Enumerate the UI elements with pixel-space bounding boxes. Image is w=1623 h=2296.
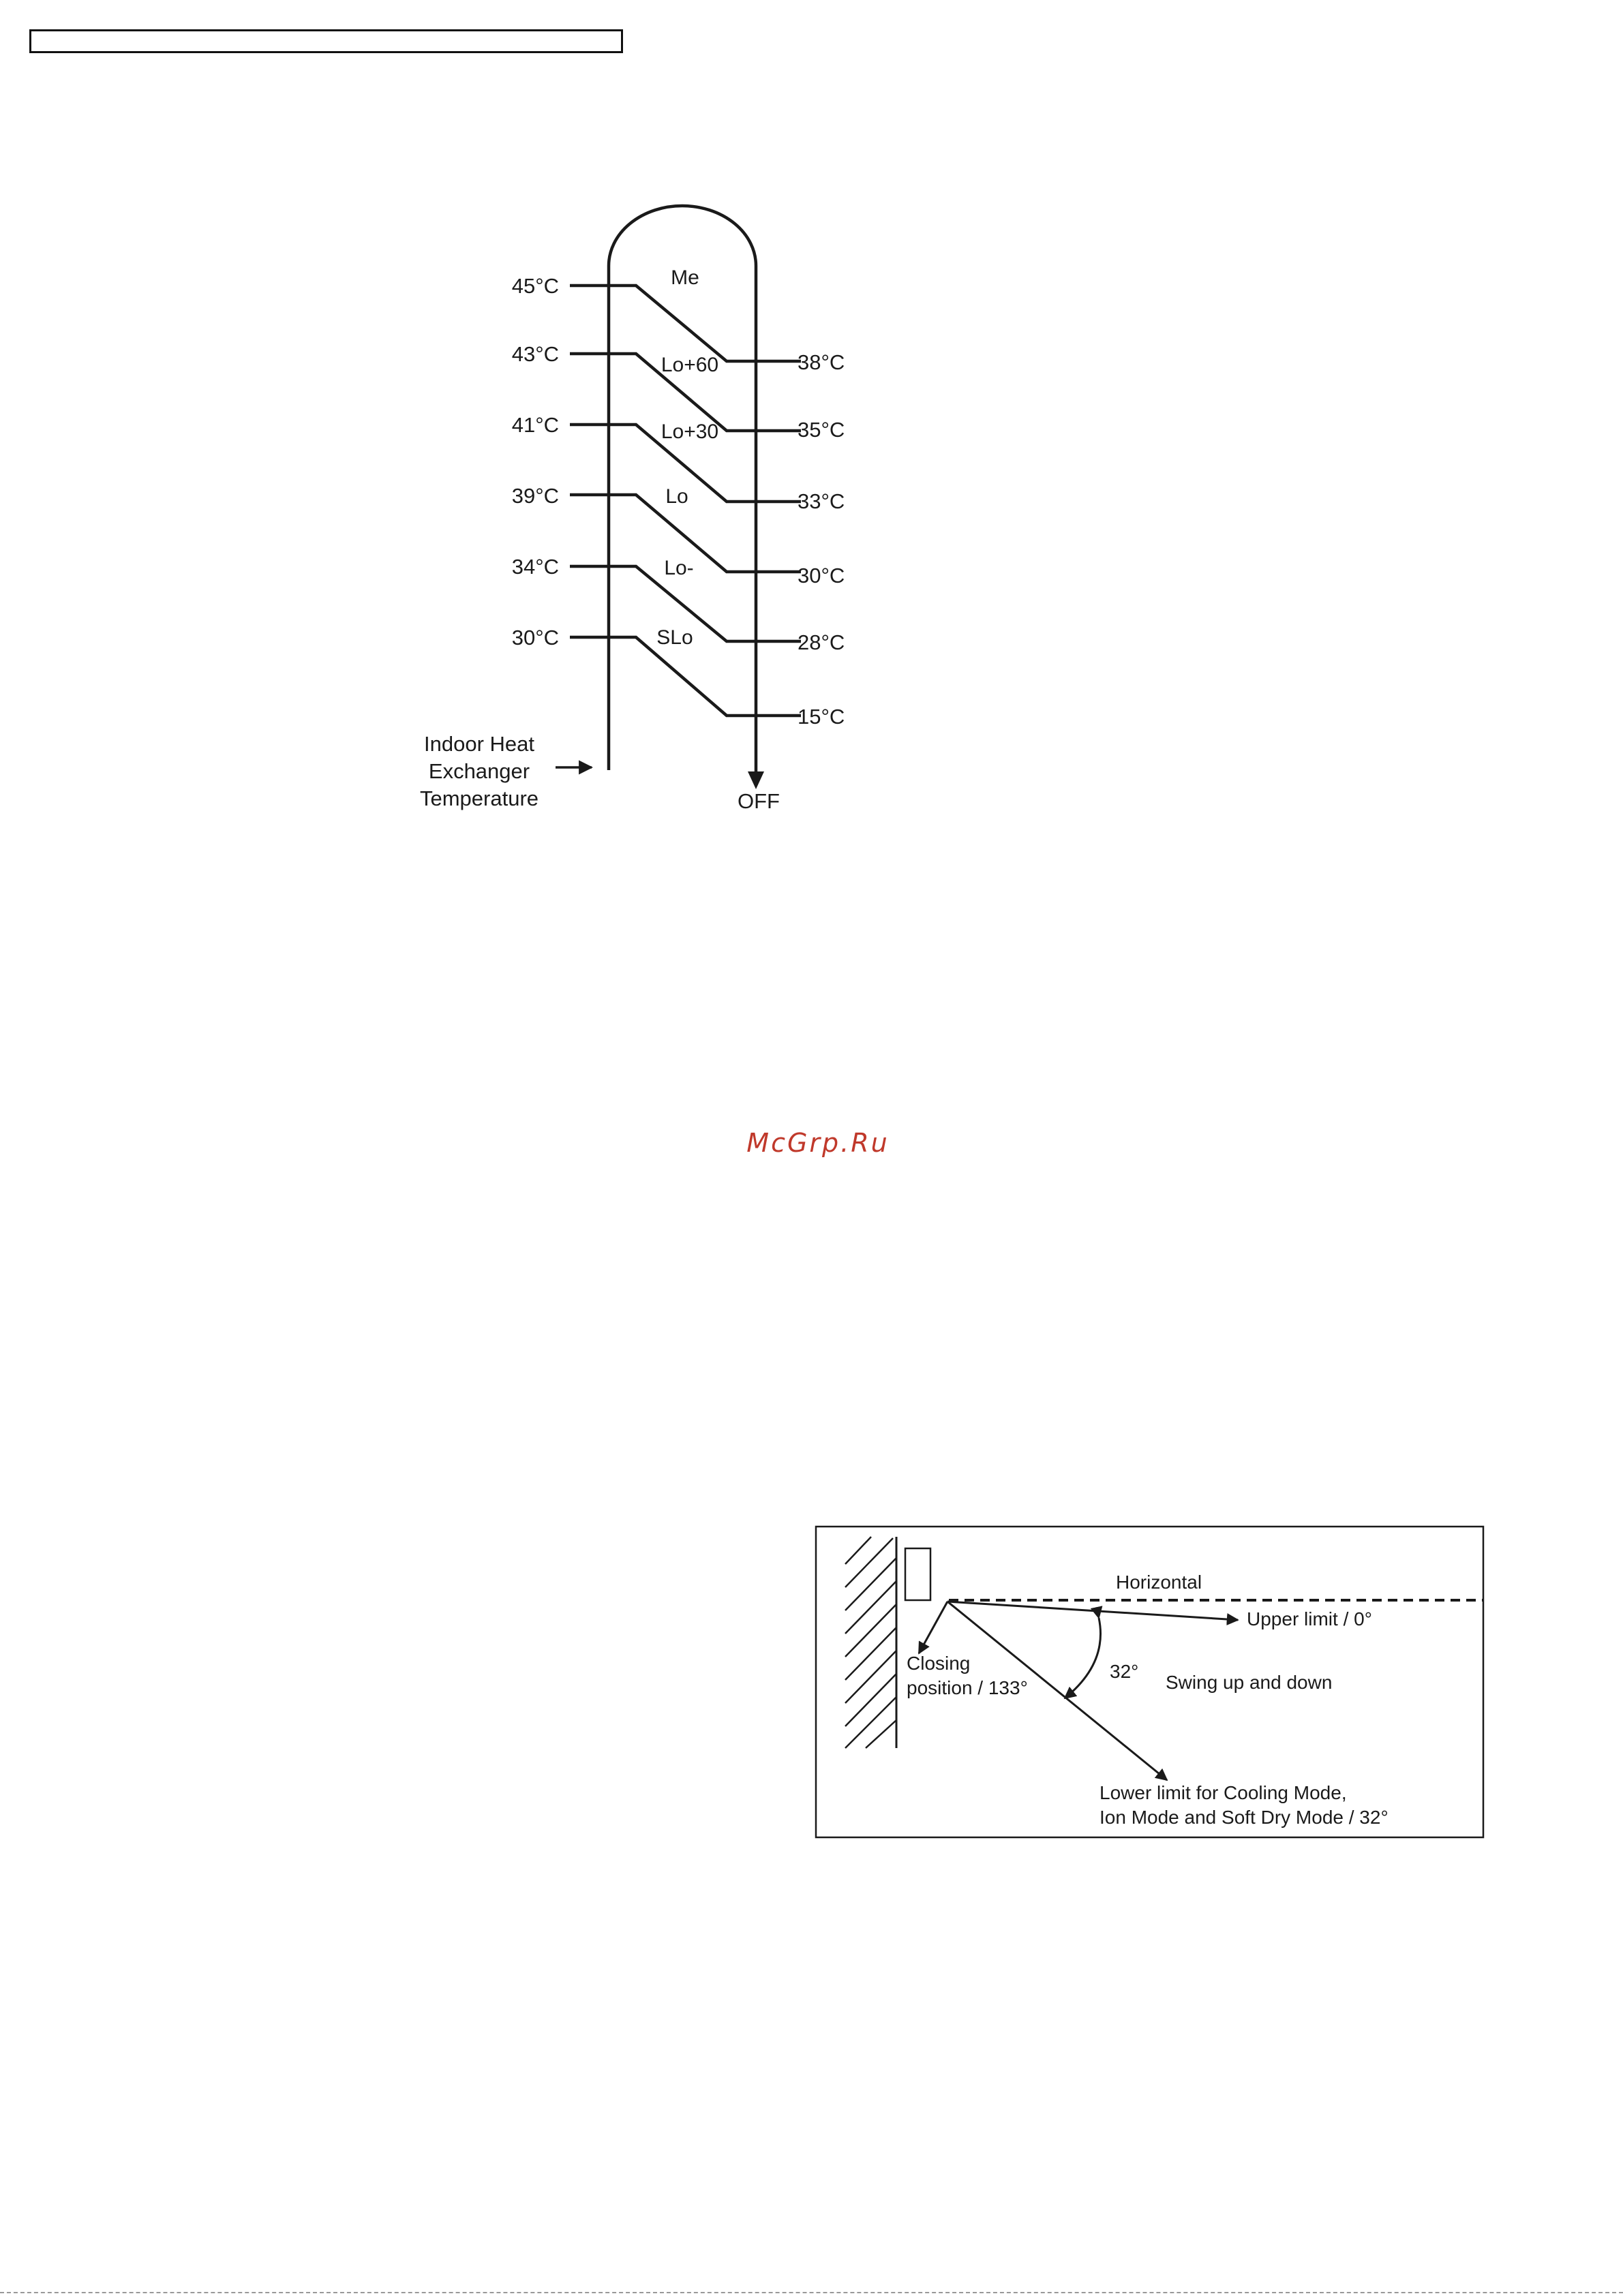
indoor-unit [905,1548,930,1600]
fan-speed-label: SLo [656,626,693,649]
right-temp-label: 35°C [798,418,845,442]
right-temp-label: 33°C [798,489,845,513]
left-temp-label: 39°C [511,484,559,508]
swing-angle-arc [1065,1618,1101,1698]
left-temp-label: 41°C [511,413,559,437]
closing-position-label: position / 133° [907,1677,1028,1698]
right-temp-label: 15°C [798,705,845,729]
closing-position-arrow [919,1602,947,1653]
right-temp-label: 38°C [798,350,845,374]
left-temp-label: 45°C [511,274,559,298]
lower-limit-label: Ion Mode and Soft Dry Mode / 32° [1099,1807,1389,1828]
step-line-slo [570,637,801,716]
indoor-label-line: Temperature [419,786,539,810]
watermark-text: McGrp.Ru [746,1128,890,1158]
fan-speed-label: Me [671,266,699,289]
right-temp-label: 28°C [798,630,845,654]
angle-label: 32° [1110,1661,1139,1682]
indoor-label-line: Exchanger [428,759,530,783]
step-line-me [570,286,801,361]
fan-speed-label: Lo+30 [661,420,719,443]
left-temp-label: 43°C [511,342,559,366]
left-temp-label: 30°C [511,626,559,649]
indoor-label-line: Indoor Heat [424,732,534,756]
off-label: OFF [738,789,780,813]
lower-limit-label: Lower limit for Cooling Mode, [1099,1782,1347,1803]
off-arrowhead [748,771,764,789]
swing-label: Swing up and down [1166,1672,1333,1693]
upper-limit-label: Upper limit / 0° [1247,1608,1372,1629]
fan-speed-label: Lo+60 [661,354,719,376]
fan-speed-label: Lo- [664,557,694,579]
wall-hatching [845,1537,896,1748]
horizontal-label: Horizontal [1116,1572,1202,1593]
right-temp-label: 30°C [798,564,845,587]
footer-rule [0,2292,1623,2293]
louver-diagram [816,1527,1483,1837]
left-temp-label: 34°C [511,555,559,579]
closing-position-label: Closing [907,1653,971,1674]
fan-speed-label: Lo [665,485,688,508]
upper-limit-arrow [947,1602,1238,1620]
